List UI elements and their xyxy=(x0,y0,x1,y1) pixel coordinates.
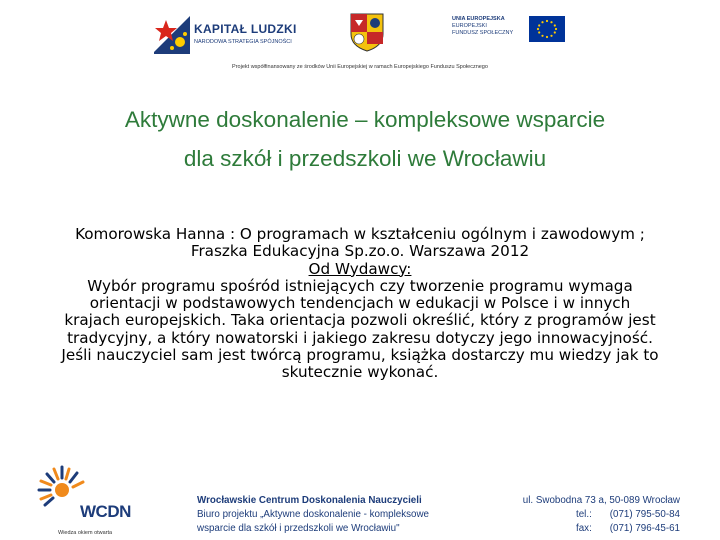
eu-text-line2: EUROPEJSKI xyxy=(452,23,487,29)
project-line-1: Biuro projektu „Aktywne doskonalenie - kompleksowe xyxy=(197,509,429,520)
text-line-4: tradycyjny, a który nowatorski i jakiego zakresu dotyczy jego innowacyjność. xyxy=(67,328,653,347)
citation-line-2: Fraszka Edukacyjna Sp.zo.o. Warszawa 2012 xyxy=(190,242,530,261)
text-line-6: skutecznie wykonać. xyxy=(281,363,439,382)
project-line-2: wsparcie dla szkół i przedszkoli we Wrocławiu" xyxy=(197,523,400,534)
cofinance-note: Projekt współfinansowany ze środków Unii Europejskiej w ramach Europejskiego Funduszu Społecznego xyxy=(232,64,488,70)
wroclaw-coat-of-arms-icon xyxy=(349,12,385,52)
text-line-2: orientacji w podstawowych tendencjach w edukacji w Polsce i w innych xyxy=(89,294,631,313)
kapital-ludzki-title: KAPITAŁ LUDZKI xyxy=(194,22,297,36)
text-line-1: Wybór programu spośród istniejących czy tworzenie programu wymaga xyxy=(87,276,633,295)
citation-line-1: Komorowska Hanna : O programach w kształceniu ogólnym i zawodowym ; xyxy=(75,225,645,243)
title-line-1: Aktywne doskonalenie – kompleksowe wsparcie xyxy=(124,107,606,132)
kapital-ludzki-logo xyxy=(152,12,310,58)
kapital-ludzki-subtitle: NARODOWA STRATEGIA SPÓJNOŚCI xyxy=(194,39,292,45)
phone-row xyxy=(500,508,680,522)
wcdn-logo-text: WCDN xyxy=(80,502,131,521)
phone-label: tel.: xyxy=(576,509,592,520)
fax-row xyxy=(500,522,680,536)
publisher-heading: Od Wydawcy: xyxy=(308,259,412,278)
kapital-ludzki-emblem-icon xyxy=(152,12,192,58)
address: ul. Swobodna 73 a, 50-089 Wrocław xyxy=(522,495,680,506)
text-line-3: krajach europejskich. Taka orientacja pozwoli określić, który z programów jest xyxy=(64,311,656,330)
center-name: Wrocławskie Centrum Doskonalenia Nauczycieli xyxy=(197,495,422,506)
footer xyxy=(0,456,720,540)
wcdn-tagline: Wiedza okiem otwarta xyxy=(58,530,113,536)
eu-text-line3: FUNDUSZ SPOŁECZNY xyxy=(452,30,514,36)
header-logo-bar xyxy=(0,8,720,66)
contact-info xyxy=(500,494,680,536)
wcdn-logo xyxy=(36,462,136,540)
page-title xyxy=(20,100,710,178)
body-text xyxy=(20,226,700,382)
eu-text-block xyxy=(452,16,526,37)
title-line-2: dla szkół i przedszkoli we Wrocławiu xyxy=(183,146,547,171)
phone-value: (071) 795-50-84 xyxy=(609,509,680,520)
eu-flag-icon xyxy=(529,16,565,42)
fax-label: fax: xyxy=(576,523,592,534)
eu-text-line1: UNIA EUROPEJSKA xyxy=(452,16,505,22)
text-line-5: Jeśli nauczyciel sam jest twórcą programu, książka dostarczy mu wiedzy jak to xyxy=(61,346,659,365)
center-info xyxy=(197,494,487,536)
fax-value: (071) 796-45-61 xyxy=(609,523,680,534)
